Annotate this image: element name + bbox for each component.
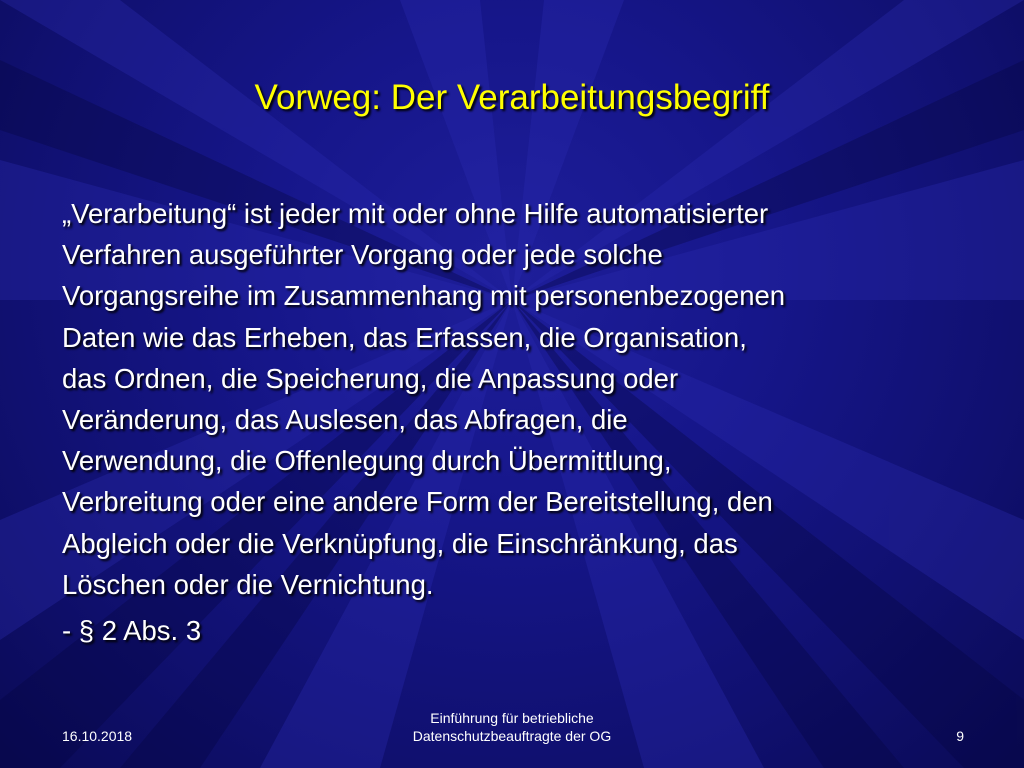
footer-title-line-2: Datenschutzbeauftragte der OG xyxy=(412,728,612,744)
footer-presentation-title xyxy=(312,709,712,745)
definition-line: Verwendung, die Offenlegung durch Übermittlung, xyxy=(62,445,672,477)
definition-line: Verbreitung oder eine andere Form der Bereitstellung, den xyxy=(62,486,773,518)
footer-title-line-1: Einführung für betriebliche xyxy=(430,710,594,726)
definition-line: Verfahren ausgeführter Vorgang oder jede solche xyxy=(62,239,663,271)
definition-line: Löschen oder die Vernichtung. xyxy=(62,568,434,600)
definition-line: „Verarbeitung“ ist jeder mit oder ohne Hilfe automatisierter xyxy=(62,198,769,229)
definition-line: Vorgangsreihe im Zusammenhang mit personenbezogenen xyxy=(62,280,786,312)
definition-line: Abgleich oder die Verknüpfung, die Einschränkung, das xyxy=(62,527,738,559)
slide-title: Vorweg: Der Verarbeitungsbegriff xyxy=(254,78,770,117)
footer-date: 16.10.2018 xyxy=(62,728,133,744)
definition-line: Daten wie das Erheben, das Erfassen, die Organisation, xyxy=(62,321,747,353)
legal-citation: - § 2 Abs. 3 xyxy=(62,615,202,646)
definition-line: Veränderung, das Auslesen, das Abfragen, die xyxy=(62,404,628,436)
slide-number: 9 xyxy=(956,728,964,744)
definition-line: das Ordnen, die Speicherung, die Anpassung oder xyxy=(62,362,679,394)
definition-text xyxy=(62,193,992,605)
